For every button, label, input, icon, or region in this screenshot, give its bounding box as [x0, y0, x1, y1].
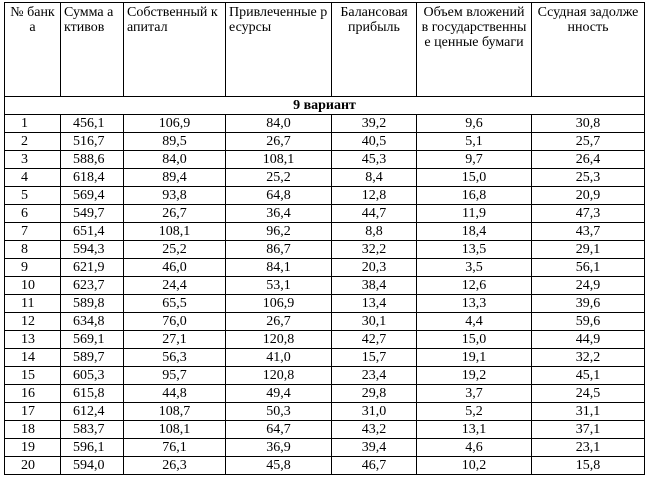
- balance-profit-cell: 8,4: [332, 169, 417, 187]
- attracted-resources-cell: 49,4: [226, 385, 332, 403]
- gov-securities-cell: 15,0: [417, 331, 532, 349]
- own-capital-cell: 26,3: [124, 457, 226, 475]
- table-row: [5, 457, 645, 475]
- total-assets-cell: 612,4: [61, 403, 124, 421]
- total-assets-cell: 588,6: [61, 151, 124, 169]
- gov-securities-cell: 13,5: [417, 241, 532, 259]
- loan-debt-cell: 56,1: [532, 259, 645, 277]
- table-row: [5, 367, 645, 385]
- attracted-resources-cell: 26,7: [226, 313, 332, 331]
- bank-number-cell: 20: [5, 457, 61, 475]
- balance-profit-cell: 30,1: [332, 313, 417, 331]
- total-assets-cell: 596,1: [61, 439, 124, 457]
- balance-profit-cell: 38,4: [332, 277, 417, 295]
- total-assets-cell: 549,7: [61, 205, 124, 223]
- bank-number-cell: 1: [5, 115, 61, 133]
- table-row: [5, 133, 645, 151]
- header-loan-debt: Ссудная задолженность: [532, 3, 645, 97]
- total-assets-cell: 589,7: [61, 349, 124, 367]
- balance-profit-cell: 32,2: [332, 241, 417, 259]
- header-total-assets: Сумма активов: [61, 3, 124, 97]
- loan-debt-cell: 44,9: [532, 331, 645, 349]
- total-assets-cell: 594,0: [61, 457, 124, 475]
- bank-number-cell: 8: [5, 241, 61, 259]
- balance-profit-cell: 31,0: [332, 403, 417, 421]
- gov-securities-cell: 10,2: [417, 457, 532, 475]
- attracted-resources-cell: 50,3: [226, 403, 332, 421]
- own-capital-cell: 93,8: [124, 187, 226, 205]
- bank-number-cell: 11: [5, 295, 61, 313]
- own-capital-cell: 76,1: [124, 439, 226, 457]
- balance-profit-cell: 29,8: [332, 385, 417, 403]
- balance-profit-cell: 42,7: [332, 331, 417, 349]
- total-assets-cell: 569,1: [61, 331, 124, 349]
- gov-securities-cell: 15,0: [417, 169, 532, 187]
- own-capital-cell: 84,0: [124, 151, 226, 169]
- attracted-resources-cell: 26,7: [226, 133, 332, 151]
- gov-securities-cell: 3,5: [417, 259, 532, 277]
- own-capital-cell: 108,1: [124, 421, 226, 439]
- bank-number-cell: 12: [5, 313, 61, 331]
- table-row: [5, 403, 645, 421]
- balance-profit-cell: 39,2: [332, 115, 417, 133]
- gov-securities-cell: 9,7: [417, 151, 532, 169]
- table-body: [5, 115, 645, 475]
- table-row: [5, 439, 645, 457]
- total-assets-cell: 456,1: [61, 115, 124, 133]
- loan-debt-cell: 31,1: [532, 403, 645, 421]
- own-capital-cell: 27,1: [124, 331, 226, 349]
- balance-profit-cell: 43,2: [332, 421, 417, 439]
- loan-debt-cell: 47,3: [532, 205, 645, 223]
- total-assets-cell: 618,4: [61, 169, 124, 187]
- gov-securities-cell: 19,1: [417, 349, 532, 367]
- gov-securities-cell: 5,2: [417, 403, 532, 421]
- gov-securities-cell: 11,9: [417, 205, 532, 223]
- bank-number-cell: 9: [5, 259, 61, 277]
- bank-number-cell: 17: [5, 403, 61, 421]
- own-capital-cell: 89,4: [124, 169, 226, 187]
- own-capital-cell: 24,4: [124, 277, 226, 295]
- loan-debt-cell: 30,8: [532, 115, 645, 133]
- bank-number-cell: 16: [5, 385, 61, 403]
- total-assets-cell: 605,3: [61, 367, 124, 385]
- table-row: [5, 385, 645, 403]
- balance-profit-cell: 40,5: [332, 133, 417, 151]
- bank-number-cell: 18: [5, 421, 61, 439]
- table-row: [5, 187, 645, 205]
- bank-data-table: [4, 2, 645, 475]
- bank-number-cell: 3: [5, 151, 61, 169]
- total-assets-cell: 589,8: [61, 295, 124, 313]
- balance-profit-cell: 45,3: [332, 151, 417, 169]
- table-row: [5, 349, 645, 367]
- balance-profit-cell: 44,7: [332, 205, 417, 223]
- own-capital-cell: 56,3: [124, 349, 226, 367]
- table-row: [5, 421, 645, 439]
- balance-profit-cell: 46,7: [332, 457, 417, 475]
- table-row: [5, 331, 645, 349]
- attracted-resources-cell: 120,8: [226, 367, 332, 385]
- bank-number-cell: 19: [5, 439, 61, 457]
- attracted-resources-cell: 86,7: [226, 241, 332, 259]
- bank-number-cell: 6: [5, 205, 61, 223]
- loan-debt-cell: 24,9: [532, 277, 645, 295]
- total-assets-cell: 623,7: [61, 277, 124, 295]
- loan-debt-cell: 25,3: [532, 169, 645, 187]
- gov-securities-cell: 13,1: [417, 421, 532, 439]
- header-row: [5, 3, 645, 97]
- own-capital-cell: 108,7: [124, 403, 226, 421]
- table-row: [5, 205, 645, 223]
- table-row: [5, 223, 645, 241]
- balance-profit-cell: 12,8: [332, 187, 417, 205]
- loan-debt-cell: 15,8: [532, 457, 645, 475]
- attracted-resources-cell: 106,9: [226, 295, 332, 313]
- attracted-resources-cell: 64,8: [226, 187, 332, 205]
- attracted-resources-cell: 25,2: [226, 169, 332, 187]
- gov-securities-cell: 9,6: [417, 115, 532, 133]
- gov-securities-cell: 3,7: [417, 385, 532, 403]
- attracted-resources-cell: 64,7: [226, 421, 332, 439]
- bank-number-cell: 14: [5, 349, 61, 367]
- gov-securities-cell: 5,1: [417, 133, 532, 151]
- variant-row: [5, 97, 645, 115]
- total-assets-cell: 621,9: [61, 259, 124, 277]
- attracted-resources-cell: 84,0: [226, 115, 332, 133]
- own-capital-cell: 25,2: [124, 241, 226, 259]
- table-row: [5, 313, 645, 331]
- balance-profit-cell: 39,4: [332, 439, 417, 457]
- bank-number-cell: 4: [5, 169, 61, 187]
- table-row: [5, 259, 645, 277]
- attracted-resources-cell: 36,9: [226, 439, 332, 457]
- table-row: [5, 115, 645, 133]
- loan-debt-cell: 20,9: [532, 187, 645, 205]
- header-own-capital: Собственный капитал: [124, 3, 226, 97]
- header-bank-number: № банка: [5, 3, 61, 97]
- header-gov-securities: Объем вложений в государственные ценные бумаги: [417, 3, 532, 97]
- attracted-resources-cell: 45,8: [226, 457, 332, 475]
- gov-securities-cell: 13,3: [417, 295, 532, 313]
- bank-number-cell: 10: [5, 277, 61, 295]
- gov-securities-cell: 19,2: [417, 367, 532, 385]
- total-assets-cell: 634,8: [61, 313, 124, 331]
- balance-profit-cell: 23,4: [332, 367, 417, 385]
- total-assets-cell: 583,7: [61, 421, 124, 439]
- bank-number-cell: 5: [5, 187, 61, 205]
- bank-number-cell: 15: [5, 367, 61, 385]
- balance-profit-cell: 20,3: [332, 259, 417, 277]
- header-attracted-resources: Привлеченные ресурсы: [226, 3, 332, 97]
- total-assets-cell: 615,8: [61, 385, 124, 403]
- total-assets-cell: 594,3: [61, 241, 124, 259]
- total-assets-cell: 516,7: [61, 133, 124, 151]
- attracted-resources-cell: 96,2: [226, 223, 332, 241]
- attracted-resources-cell: 53,1: [226, 277, 332, 295]
- own-capital-cell: 44,8: [124, 385, 226, 403]
- loan-debt-cell: 23,1: [532, 439, 645, 457]
- gov-securities-cell: 16,8: [417, 187, 532, 205]
- loan-debt-cell: 59,6: [532, 313, 645, 331]
- attracted-resources-cell: 84,1: [226, 259, 332, 277]
- gov-securities-cell: 12,6: [417, 277, 532, 295]
- gov-securities-cell: 4,6: [417, 439, 532, 457]
- loan-debt-cell: 24,5: [532, 385, 645, 403]
- own-capital-cell: 89,5: [124, 133, 226, 151]
- bank-number-cell: 7: [5, 223, 61, 241]
- balance-profit-cell: 8,8: [332, 223, 417, 241]
- own-capital-cell: 76,0: [124, 313, 226, 331]
- loan-debt-cell: 43,7: [532, 223, 645, 241]
- gov-securities-cell: 4,4: [417, 313, 532, 331]
- balance-profit-cell: 13,4: [332, 295, 417, 313]
- attracted-resources-cell: 108,1: [226, 151, 332, 169]
- attracted-resources-cell: 41,0: [226, 349, 332, 367]
- loan-debt-cell: 39,6: [532, 295, 645, 313]
- attracted-resources-cell: 36,4: [226, 205, 332, 223]
- own-capital-cell: 26,7: [124, 205, 226, 223]
- own-capital-cell: 65,5: [124, 295, 226, 313]
- loan-debt-cell: 45,1: [532, 367, 645, 385]
- total-assets-cell: 651,4: [61, 223, 124, 241]
- balance-profit-cell: 15,7: [332, 349, 417, 367]
- loan-debt-cell: 32,2: [532, 349, 645, 367]
- table-row: [5, 241, 645, 259]
- loan-debt-cell: 29,1: [532, 241, 645, 259]
- loan-debt-cell: 26,4: [532, 151, 645, 169]
- header-balance-profit: Балансовая прибыль: [332, 3, 417, 97]
- attracted-resources-cell: 120,8: [226, 331, 332, 349]
- own-capital-cell: 46,0: [124, 259, 226, 277]
- own-capital-cell: 108,1: [124, 223, 226, 241]
- table-row: [5, 151, 645, 169]
- bank-number-cell: 2: [5, 133, 61, 151]
- loan-debt-cell: 25,7: [532, 133, 645, 151]
- total-assets-cell: 569,4: [61, 187, 124, 205]
- table-row: [5, 295, 645, 313]
- variant-label: 9 вариант: [5, 97, 645, 115]
- own-capital-cell: 106,9: [124, 115, 226, 133]
- bank-number-cell: 13: [5, 331, 61, 349]
- table-row: [5, 277, 645, 295]
- gov-securities-cell: 18,4: [417, 223, 532, 241]
- table-row: [5, 169, 645, 187]
- loan-debt-cell: 37,1: [532, 421, 645, 439]
- own-capital-cell: 95,7: [124, 367, 226, 385]
